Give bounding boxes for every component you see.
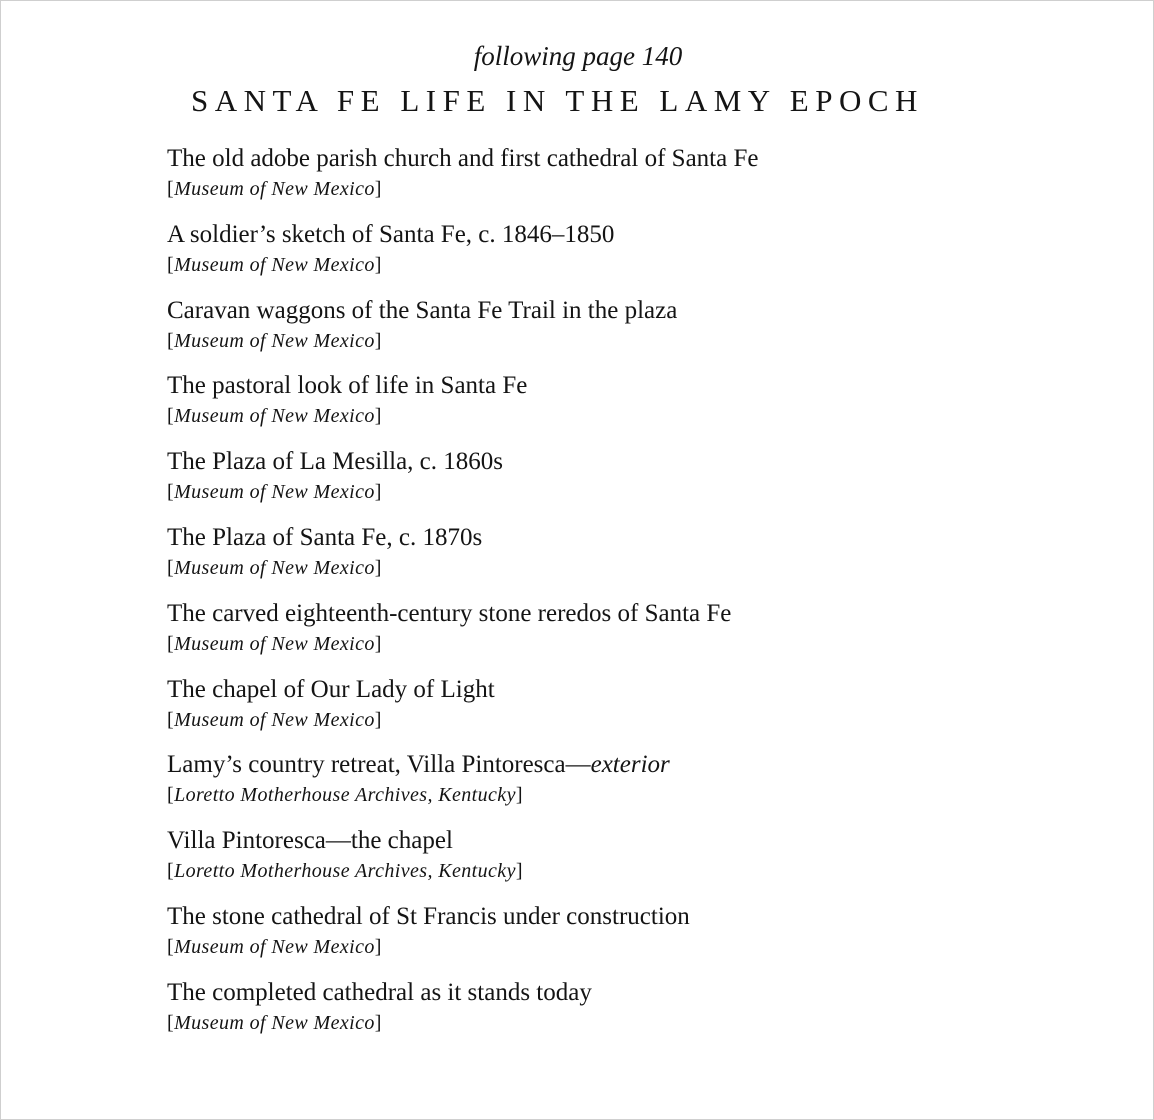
list-item <box>167 219 1027 295</box>
entry-caption-text: The pastoral look of life in Santa Fe <box>167 372 528 400</box>
entry-credit: [Museum of New Mexico] <box>167 632 382 655</box>
entry-caption <box>167 825 1027 857</box>
entry-caption-text: The old adobe parish church and first cathedral of Santa Fe <box>167 145 759 172</box>
list-item <box>167 295 1027 371</box>
entry-credit: [Museum of New Mexico] <box>167 556 382 579</box>
list-item <box>167 446 1027 522</box>
entry-credit-text: Museum of New Mexico <box>174 632 375 655</box>
list-item <box>167 674 1027 750</box>
entry-caption <box>167 295 1027 327</box>
entry-credit-text: Museum of New Mexico <box>174 405 375 428</box>
entry-credit: [Museum of New Mexico] <box>167 1011 382 1034</box>
list-item <box>167 977 1027 1053</box>
entry-credit-text: Museum of New Mexico <box>174 708 375 731</box>
entry-caption-text: The completed cathedral as it stands today <box>167 978 592 1006</box>
entry-credit-text: Museum of New Mexico <box>174 329 375 352</box>
list-item <box>167 370 1027 446</box>
entry-caption <box>167 522 1027 554</box>
list-item <box>167 143 1027 219</box>
entry-caption-text: The stone cathedral of St Francis under construction <box>167 902 690 930</box>
entry-credit-text: Museum of New Mexico <box>174 481 375 504</box>
list-item <box>167 749 1027 825</box>
entry-credit-text: Museum of New Mexico <box>174 1011 375 1034</box>
entry-caption <box>167 749 1027 781</box>
entry-credit: [Museum of New Mexico] <box>167 935 382 958</box>
entry-caption <box>167 446 1027 478</box>
entry-credit-text: Museum of New Mexico <box>174 253 375 276</box>
entry-credit: [Museum of New Mexico] <box>167 329 382 352</box>
entry-credit: [Museum of New Mexico] <box>167 481 382 504</box>
entry-caption-italic: exterior <box>590 751 670 779</box>
entry-credit-text: Museum of New Mexico <box>174 556 375 579</box>
entry-credit: [Loretto Motherhouse Archives, Kentucky] <box>167 860 523 883</box>
page-subtitle: following page 140 <box>473 41 683 71</box>
entry-caption <box>167 901 1027 933</box>
entry-credit: [Museum of New Mexico] <box>167 405 382 428</box>
list-item <box>167 901 1027 977</box>
entry-credit: [Museum of New Mexico] <box>167 178 382 200</box>
entry-caption-text: The Plaza of La Mesilla, c. 1860s <box>167 448 504 476</box>
entry-credit-text: Loretto Motherhouse Archives, Kentucky <box>174 860 516 883</box>
entry-caption-text: A soldier’s sketch of Santa Fe, c. 1846–1850 <box>167 220 615 248</box>
entry-credit: [Museum of New Mexico] <box>167 253 382 276</box>
entry-caption <box>167 143 1027 175</box>
list-item <box>167 598 1027 674</box>
entry-caption-text: Villa Pintoresca—the chapel <box>167 827 453 855</box>
list-item <box>167 522 1027 598</box>
entry-credit-text: Museum of New Mexico <box>174 178 375 200</box>
entry-caption <box>167 977 1027 1009</box>
entry-caption-text: The chapel of Our Lady of Light <box>167 675 495 703</box>
entry-caption-text: The carved eighteenth-century stone reredos of Santa Fe <box>167 599 732 627</box>
entry-caption <box>167 370 1027 402</box>
entry-caption-text: The Plaza of Santa Fe, c. 1870s <box>167 523 483 551</box>
entry-caption <box>167 674 1027 706</box>
entry-credit-text: Museum of New Mexico <box>174 935 375 958</box>
entry-caption <box>167 219 1027 251</box>
entry-caption-text: Lamy’s country retreat, Villa Pintoresca— <box>167 751 591 779</box>
page-title: SANTA FE LIFE IN THE LAMY EPOCH <box>191 83 924 118</box>
entry-credit: [Loretto Motherhouse Archives, Kentucky] <box>167 784 523 807</box>
entry-credit: [Museum of New Mexico] <box>167 708 382 731</box>
entry-caption <box>167 598 1027 630</box>
illustration-list <box>167 143 1027 1053</box>
list-item <box>167 825 1027 901</box>
entry-credit-text: Loretto Motherhouse Archives, Kentucky <box>174 784 516 807</box>
entry-caption-text: Caravan waggons of the Santa Fe Trail in the plaza <box>167 296 678 324</box>
